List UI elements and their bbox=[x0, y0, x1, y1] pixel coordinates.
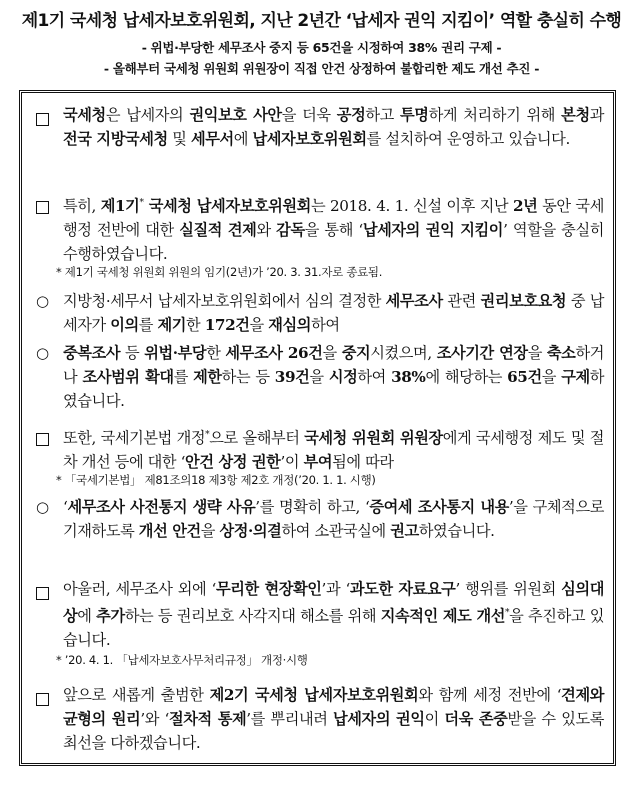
bold-text: 2년 bbox=[512, 197, 538, 216]
text-run: 에 bbox=[233, 130, 253, 148]
bold-text: 제1기 bbox=[100, 197, 140, 216]
text-run: 에 해당하는 bbox=[425, 368, 508, 386]
bold-text: 세무조사 bbox=[385, 292, 443, 310]
text-run: 을 더욱 bbox=[281, 106, 337, 124]
text-run: 한 bbox=[186, 316, 205, 334]
bold-text: 지속적인 제도 개선 bbox=[380, 607, 506, 626]
text-run: 를 bbox=[173, 368, 194, 386]
text-run: 하였습니다. bbox=[418, 522, 495, 540]
text-run: 하게 처리하기 위해 bbox=[428, 106, 562, 124]
bold-text: 시정 bbox=[328, 368, 358, 386]
bold-text: 축소 bbox=[546, 344, 576, 362]
content-box bbox=[19, 90, 616, 766]
text-run: 을 bbox=[249, 316, 269, 334]
text-run: 하는 등 권리보호 사각지대 해소를 위해 bbox=[124, 607, 381, 626]
paragraph-3 bbox=[36, 289, 604, 337]
text-run: * bbox=[205, 430, 210, 440]
text-run: 와 bbox=[256, 221, 277, 240]
bold-text: 견제와 균형의 원리 bbox=[63, 686, 604, 728]
paragraph-5 bbox=[36, 423, 604, 474]
text-run: 하여 bbox=[357, 368, 392, 386]
bold-text: 실질적 견제 bbox=[179, 221, 257, 240]
text-run: 됨에 따라 bbox=[332, 453, 394, 472]
bold-text: 권고 bbox=[390, 522, 419, 540]
text-run: 를 설치하여 운영하고 있습니다. bbox=[366, 130, 570, 148]
circle-bullet-icon: ○ bbox=[36, 498, 49, 516]
text-run: 는 2018. 4. 1. 신설 이후 지난 bbox=[310, 197, 513, 216]
paragraph-4 bbox=[36, 341, 604, 413]
text-run: * bbox=[139, 198, 144, 208]
checkbox-square-icon bbox=[36, 109, 49, 133]
text-run: ’이 bbox=[280, 453, 304, 472]
paragraph-text bbox=[36, 289, 604, 337]
paragraph-text bbox=[36, 495, 604, 543]
text-run: 에게 국세행정 제도 및 절차 개선 등에 대한 ‘ bbox=[63, 429, 604, 472]
bold-text: 안건 상정 권한 bbox=[185, 453, 281, 472]
text-run: 을 bbox=[541, 368, 562, 386]
paragraph-text bbox=[36, 341, 604, 413]
paragraph-6 bbox=[36, 495, 604, 543]
text-run: 등 bbox=[120, 344, 145, 362]
text-run: 앞으로 새롭게 출범한 bbox=[63, 686, 210, 704]
text-run: 와 함께 세정 전반에 ‘ bbox=[418, 686, 562, 704]
text-run: ’ 역할을 충실히 수행하였습니다. bbox=[63, 221, 604, 264]
bold-text: 세무서 bbox=[190, 130, 234, 148]
text-run: ’를 뿌리내려 bbox=[246, 710, 334, 728]
text-run: 에 bbox=[77, 607, 97, 626]
bold-text: 상정·의결 bbox=[219, 522, 282, 540]
text-run: ’과 ‘ bbox=[321, 580, 350, 598]
text-run: 과 bbox=[589, 106, 604, 124]
bold-text: 이의 bbox=[110, 316, 139, 334]
text-run: 를 bbox=[138, 316, 158, 334]
bold-text: 중지 bbox=[341, 344, 371, 362]
text-run: 특히, bbox=[63, 197, 101, 216]
subtitle-2: - 올해부터 국세청 위원회 위원장이 직접 안건 상정하여 불합리한 제도 개선 추진 - bbox=[103, 61, 540, 76]
bold-text: 38% bbox=[391, 368, 426, 386]
text-run: 을 추진하고 있습니다. bbox=[63, 607, 605, 650]
bold-text: 납세자보호위원회 bbox=[252, 130, 367, 148]
text-run: ‘ bbox=[63, 498, 68, 516]
bold-text: 무리한 현장확인 bbox=[215, 580, 322, 598]
bold-text: 투명 bbox=[400, 106, 429, 124]
bold-text: 국세청 위원회 위원장 bbox=[304, 429, 443, 448]
bold-text: 국세청 bbox=[63, 106, 106, 124]
text-run: ’와 ‘ bbox=[140, 710, 169, 728]
bold-text: 국세청 납세자보호위원회 bbox=[143, 197, 311, 216]
text-run: * bbox=[505, 608, 510, 618]
checkbox-square-icon bbox=[36, 583, 49, 607]
bold-text: 더욱 존중 bbox=[444, 710, 508, 728]
bold-text: 전국 지방국세청 bbox=[63, 130, 168, 148]
text-run: 을 bbox=[309, 368, 329, 386]
paragraph-text bbox=[36, 423, 604, 474]
paragraph-text bbox=[36, 191, 604, 266]
text-run: 하거나 bbox=[63, 344, 604, 386]
bold-text: 65건 bbox=[507, 368, 542, 386]
bold-text: 조사기간 연장 bbox=[436, 344, 528, 362]
bold-text: 세무조사 사전통지 생략 사유 bbox=[67, 498, 256, 516]
text-run: 을 bbox=[527, 344, 547, 362]
bold-text: 과도한 자료요구 bbox=[349, 580, 456, 598]
subtitle-1: - 위법·부당한 세무조사 중지 등 65건을 시정하여 38% 권리 구제 - bbox=[141, 40, 502, 55]
bold-text: 재심의 bbox=[268, 316, 312, 334]
bold-text: 납세자의 권익 bbox=[333, 710, 425, 728]
paragraph-text bbox=[36, 103, 604, 151]
bold-text: 절차적 통제 bbox=[168, 710, 247, 728]
text-run: 을 통해 ‘ bbox=[304, 221, 363, 240]
text-run: 하고 bbox=[365, 106, 401, 124]
bold-text: 172건 bbox=[204, 316, 250, 334]
text-run: 받을 수 있도록 최선을 다하겠습니다. bbox=[63, 710, 605, 752]
text-run: 하여 bbox=[311, 316, 340, 334]
footnote-2: * 「국세기본법」 제81조의18 제3항 제2호 개정(’20. 1. 1. 시행) bbox=[56, 473, 376, 487]
paragraph-text bbox=[36, 683, 604, 755]
text-run: 을 bbox=[322, 344, 342, 362]
text-run: 시켰으며, bbox=[370, 344, 437, 362]
text-run: ’을 구체적으로 기재하도록 bbox=[63, 498, 604, 540]
paragraph-8 bbox=[36, 683, 604, 755]
text-run: 으로 올해부터 bbox=[209, 429, 305, 448]
bold-text: 개선 안건 bbox=[138, 522, 201, 540]
bold-text: 감독 bbox=[276, 221, 305, 240]
paragraph-text bbox=[36, 577, 604, 652]
text-run: 중 납세자가 bbox=[63, 292, 604, 334]
footnote-1: * 제1기 국세청 위원회 위원의 임기(2년)가 ’20. 3. 31.자로 종료됨. bbox=[56, 265, 383, 279]
text-run: ’ 행위를 위원회 bbox=[455, 580, 562, 598]
bold-text: 공정 bbox=[336, 106, 366, 124]
text-run: ’를 명확히 하고, ‘ bbox=[255, 498, 370, 516]
text-run: 한 bbox=[206, 344, 226, 362]
bold-text: 권익보호 사안 bbox=[189, 106, 282, 124]
text-run: 하여 소관국실에 bbox=[281, 522, 391, 540]
bold-text: 심의대상 bbox=[63, 580, 604, 626]
paragraph-2 bbox=[36, 191, 604, 266]
text-run: 은 납세자의 bbox=[105, 106, 190, 124]
bold-text: 제2기 국세청 납세자보호위원회 bbox=[209, 686, 419, 704]
text-run: 및 bbox=[167, 130, 191, 148]
bold-text: 조사범위 확대 bbox=[82, 368, 174, 386]
circle-bullet-icon: ○ bbox=[36, 292, 49, 310]
text-run: 또한, 국세기본법 개정 bbox=[63, 429, 206, 448]
bold-text: 추가 bbox=[96, 607, 125, 626]
text-run: 을 bbox=[200, 522, 220, 540]
bold-text: 납세자의 권익 지킴이 bbox=[362, 221, 504, 240]
text-run: 관련 bbox=[442, 292, 481, 310]
checkbox-square-icon bbox=[36, 689, 49, 713]
checkbox-square-icon bbox=[36, 429, 49, 453]
bold-text: 위법·부당 bbox=[144, 344, 207, 362]
text-run: 하였습니다. bbox=[63, 368, 605, 410]
text-run: 지방청·세무서 납세자보호위원회에서 심의 결정한 bbox=[63, 292, 386, 310]
bold-text: 세무조사 26건 bbox=[225, 344, 323, 362]
text-run: 동안 국세행정 전반에 대한 bbox=[63, 197, 604, 240]
bold-text: 제기 bbox=[157, 316, 187, 334]
bold-text: 권리보호요청 bbox=[480, 292, 567, 310]
bold-text: 구제 bbox=[561, 368, 590, 386]
checkbox-square-icon bbox=[36, 197, 49, 221]
bold-text: 본청 bbox=[561, 106, 590, 124]
bold-text: 39건 bbox=[274, 368, 310, 386]
bold-text: 중복조사 bbox=[63, 344, 121, 362]
bold-text: 제한 bbox=[193, 368, 222, 386]
circle-bullet-icon: ○ bbox=[36, 344, 49, 362]
text-run: 아울러, 세무조사 외에 ‘ bbox=[63, 580, 216, 598]
bold-text: 증여세 조사통지 내용 bbox=[369, 498, 509, 516]
paragraph-7 bbox=[36, 577, 604, 652]
text-run: 이 bbox=[424, 710, 445, 728]
text-run: 하는 등 bbox=[221, 368, 275, 386]
footnote-3: * ’20. 4. 1. 「납세자보호사무처리규정」 개정·시행 bbox=[56, 653, 308, 667]
paragraph-1 bbox=[36, 103, 604, 151]
page-title: 제1기 국세청 납세자보호위원회, 지난 2년간 ‘납세자 권익 지킴이’ 역할 충실히 수행 bbox=[21, 11, 622, 31]
bold-text: 부여 bbox=[303, 453, 333, 472]
